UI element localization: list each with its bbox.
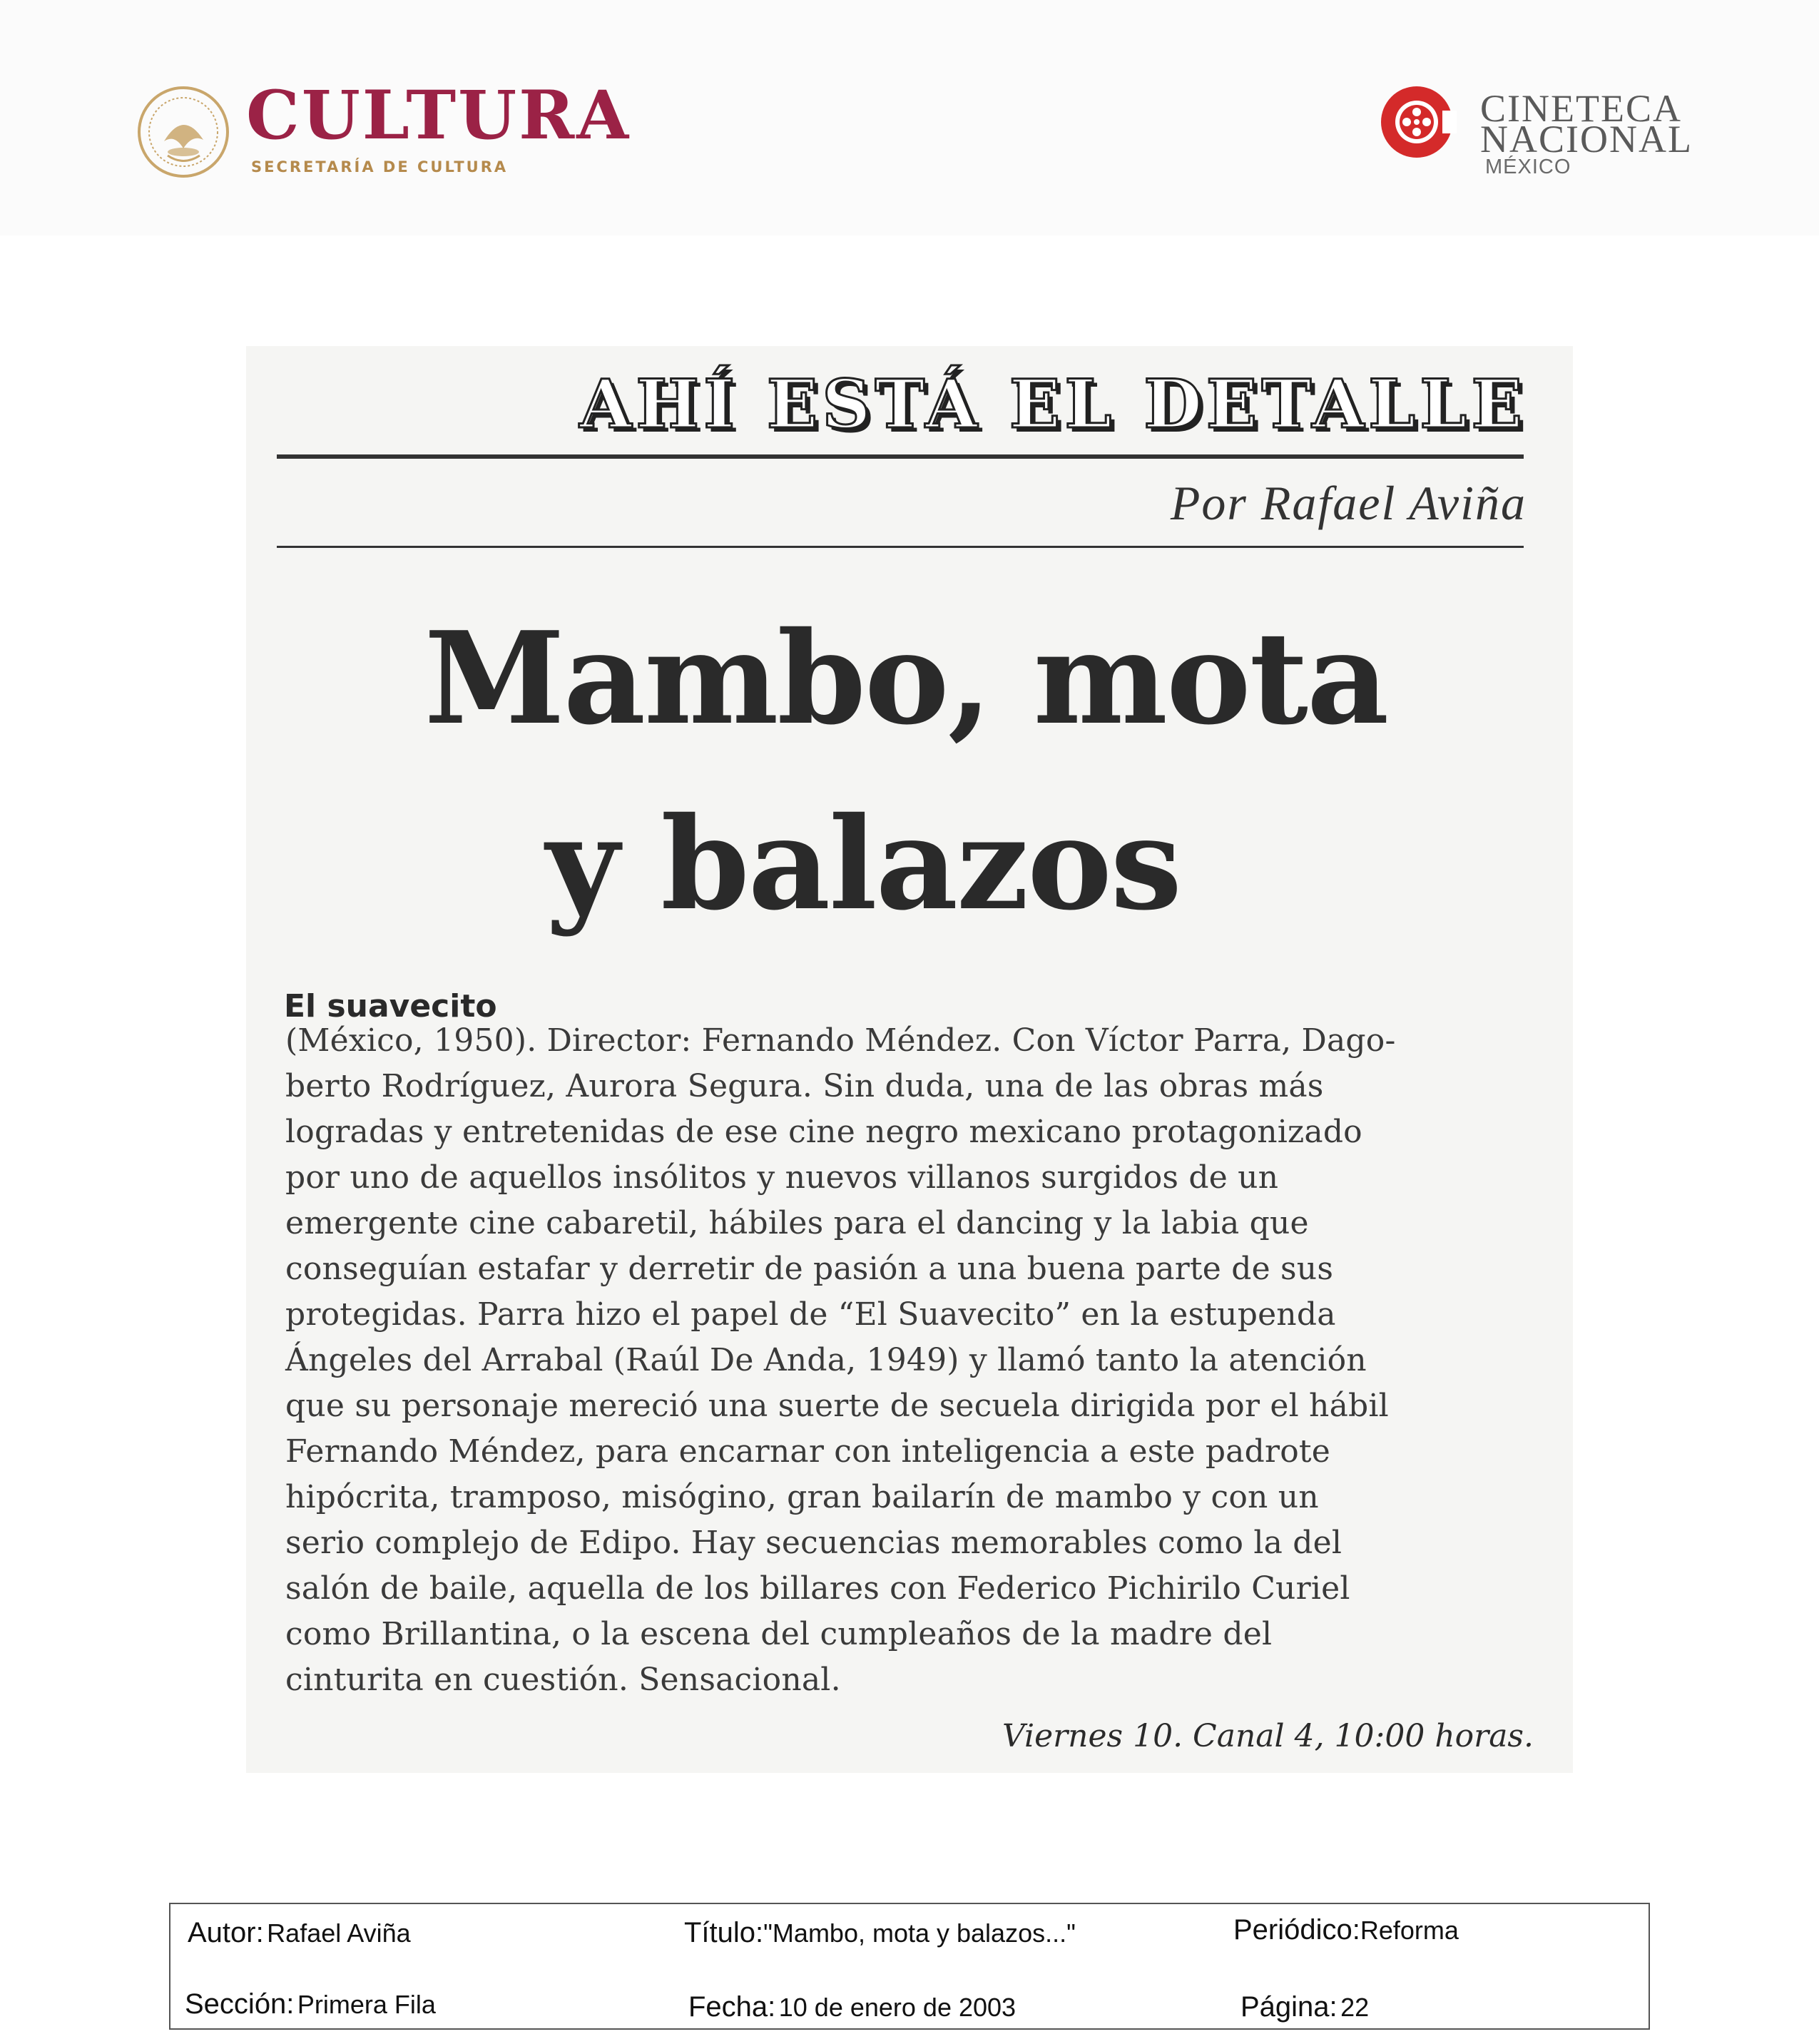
headline-line-2: y balazos: [545, 789, 1181, 938]
titulo-field: [684, 1918, 1076, 1947]
body-line: conseguían estafar y derretir de pasión a una buena parte de sus: [285, 1251, 1334, 1287]
body-line: Fernando Méndez, para encarnar con inteligencia a este padrote: [285, 1433, 1331, 1470]
body-line: como Brillantina, o la escena del cumpleaños de la madre del: [285, 1616, 1273, 1652]
section-banner: AHÍ ESTÁ EL DETALLE: [579, 365, 1527, 444]
cultura-logo-title: CULTURA: [246, 76, 631, 155]
autor-value: Rafael Aviña: [267, 1918, 411, 1948]
cineteca-logo-line1: CINETECA: [1480, 87, 1682, 130]
seccion-value: Primera Fila: [297, 1990, 436, 2019]
body-line: por uno de aquellos insólitos y nuevos villanos surgidos de un: [285, 1159, 1279, 1196]
headline-line-1: Mambo, mota: [424, 604, 1388, 753]
body-line: Ángeles del Arrabal (Raúl De Anda, 1949) y llamó tanto la atención: [285, 1342, 1367, 1378]
seccion-label: Sección:: [185, 1988, 295, 2020]
divider-bottom: [277, 546, 1524, 548]
pagina-field: [1240, 1993, 1369, 2021]
body-line: salón de baile, aquella de los billares con Federico Pichirilo Curiel: [285, 1570, 1350, 1607]
fecha-label: Fecha:: [688, 1991, 776, 2023]
cultura-logo-subtitle: SECRETARÍA DE CULTURA: [251, 158, 509, 176]
pagina-value: 22: [1340, 1993, 1370, 2022]
mexican-coat-of-arms-seal: [136, 84, 232, 180]
periodico-label: Periódico:: [1233, 1914, 1360, 1946]
body-line: hipócrita, tramposo, misógino, gran bailarín de mambo y con un: [285, 1479, 1319, 1515]
autor-field: [188, 1918, 411, 1947]
body-line: emergente cine cabaretil, hábiles para el dancing y la labia que: [285, 1205, 1309, 1241]
titulo-value: "Mambo, mota y balazos...": [763, 1918, 1076, 1948]
metadata-table: [169, 1903, 1650, 2030]
pagina-label: Página:: [1240, 1991, 1338, 2023]
body-line: cinturita en cuestión. Sensacional.: [285, 1662, 841, 1698]
body-line: (México, 1950). Director: Fernando Méndez. Con Víctor Parra, Dago-: [285, 1022, 1396, 1059]
seccion-field: [185, 1990, 436, 2018]
autor-label: Autor:: [188, 1917, 264, 1948]
body-line: logradas y entretenidas de ese cine negro mexicano protagonizado: [285, 1114, 1362, 1150]
body-line: protegidas. Parra hizo el papel de “El Suavecito” en la estupenda: [285, 1296, 1336, 1333]
body-line: serio complejo de Edipo. Hay secuencias memorables como la del: [285, 1525, 1342, 1561]
film-title: El suavecito: [284, 988, 497, 1024]
article-byline: Por Rafael Aviña: [1170, 476, 1527, 530]
periodico-value: Reforma: [1360, 1916, 1459, 1945]
broadcast-schedule: Viernes 10. Canal 4, 10:00 horas.: [1002, 1718, 1534, 1754]
titulo-label: Título:: [684, 1917, 764, 1948]
cineteca-logo-line2: NACIONAL: [1480, 118, 1693, 161]
cineteca-logo-country: MÉXICO: [1485, 156, 1571, 178]
film-reel-icon: [1377, 82, 1457, 162]
divider-top: [277, 454, 1524, 459]
body-line: berto Rodríguez, Aurora Segura. Sin duda, una de las obras más: [285, 1068, 1324, 1104]
fecha-field: [688, 1993, 1016, 2021]
fecha-value: 10 de enero de 2003: [778, 1993, 1017, 2022]
periodico-field: [1233, 1916, 1459, 1944]
body-line: que su personaje mereció una suerte de secuela dirigida por el hábil: [285, 1388, 1389, 1424]
